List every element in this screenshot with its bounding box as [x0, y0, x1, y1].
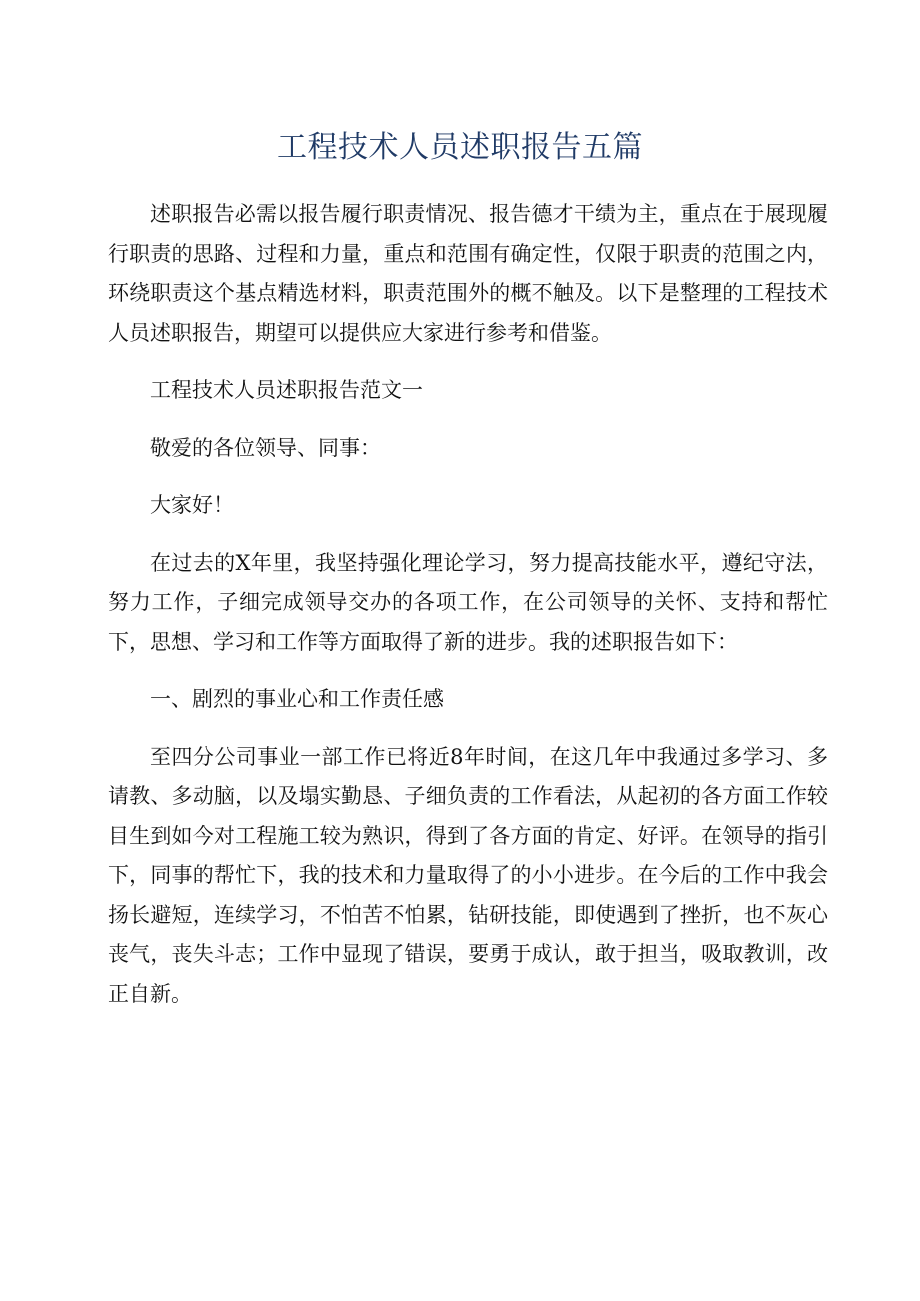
greeting: 大家好！	[150, 493, 234, 517]
subsection-heading: 一、剧烈的事业心和工作责任感	[150, 687, 444, 711]
document-title: 工程技术人员述职报告五篇	[277, 130, 643, 165]
document-body	[108, 195, 828, 1014]
intro-paragraph: 述职报告必需以报告履行职责情况、报告德才干绩为主，重点在于展现履行职责的思路、过程和力量，重点和范围有确定性，仅限于职责的范围之内，环绕职责这个基点精选材料，职责范围外的概不触及。以下是整理的工程技术人员述职报告，期望可以提供应大家进行参考和借鉴。	[108, 202, 828, 345]
section-heading: 工程技术人员述职报告范文一	[150, 378, 423, 402]
salutation: 敬爱的各位领导、同事：	[150, 435, 381, 460]
body-paragraph: 至四分公司事业一部工作已将近8年时间，在这几年中我通过多学习、多请教、多动脑，以及塌实勤恳、子细负责的工作看法，从起初的各方面工作较目生到如今对工程施工较为熟识，得到了各方面的肯定、好评。在领导的指引下，同事的帮忙下，我的技术和力量取得了的小小进步。在今后的工作中我会扬长避短，连续学习，不怕苦不怕累，钻研技能，即使遇到了挫折，也不灰心丧气，丧失斗志；工作中显现了错误，要勇于成认，敢于担当，吸取教训，改正自新。	[108, 744, 828, 1006]
report-paragraph: 在过去的X年里，我坚持强化理论学习，努力提高技能水平，遵纪守法，努力工作，子细完成领导交办的各项工作，在公司领导的关怀、支持和帮忙下，思想、学习和工作等方面取得了新的进步。我的述职报告如下：	[108, 550, 828, 654]
